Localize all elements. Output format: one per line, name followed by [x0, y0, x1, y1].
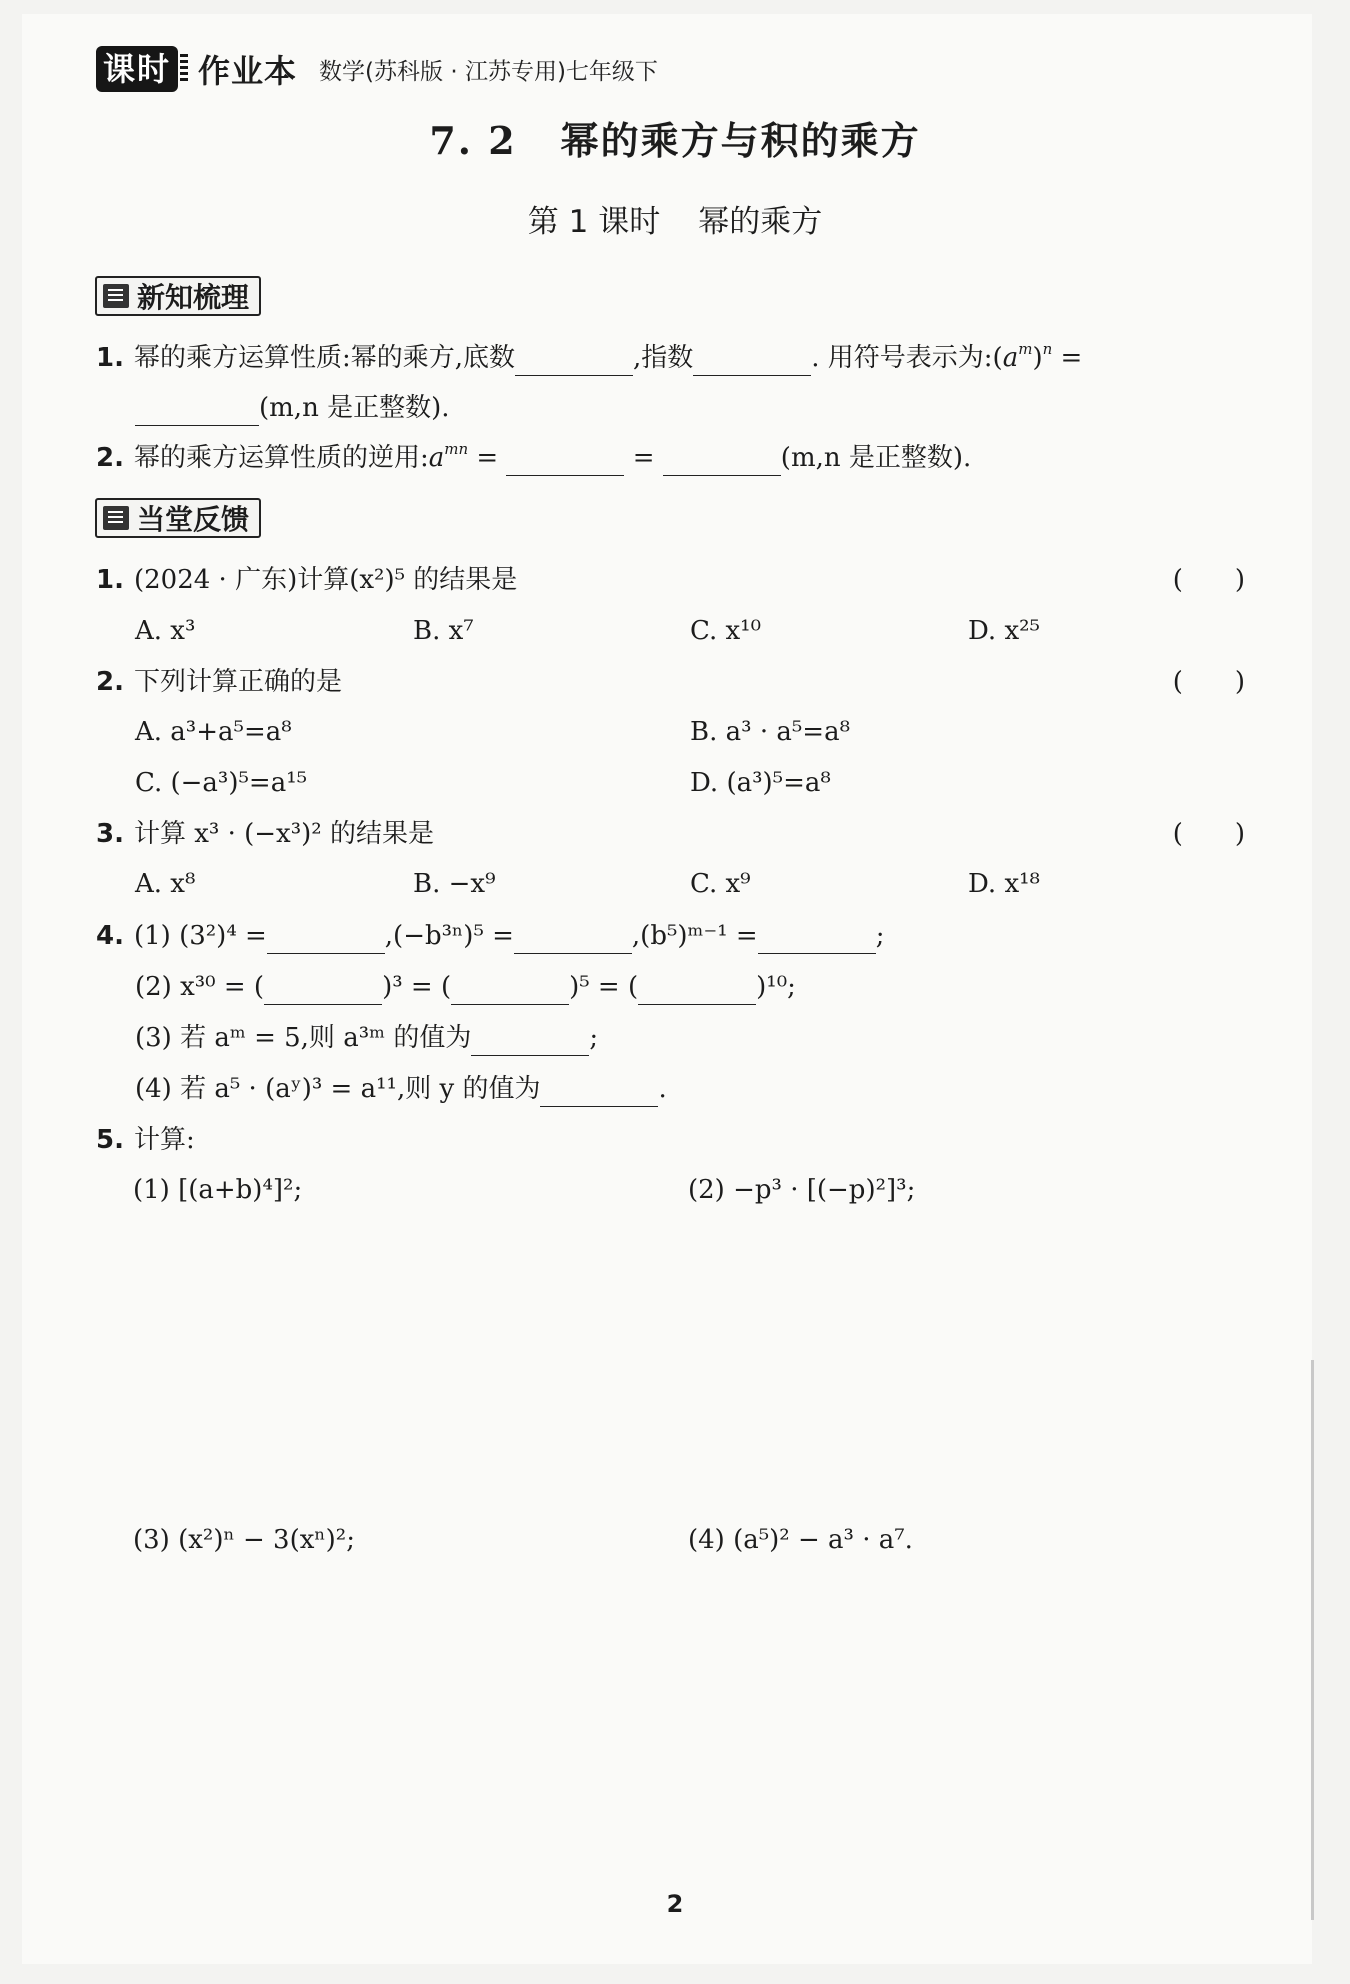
lesson-label: 第 1 课时 [527, 204, 661, 240]
feedback-label [95, 498, 261, 538]
book-info: 数学(苏科版 · 江苏专用)七年级下 [319, 58, 658, 85]
feedback-q5 [96, 1122, 195, 1158]
question-text: ,(b⁵)ᵐ⁻¹ = [631, 921, 758, 951]
pencil-icon [103, 506, 129, 530]
knowledge-q1-text: (m,n 是正整数). [259, 393, 450, 423]
answer-paren[interactable]: ( ) [1172, 565, 1245, 595]
feedback-label-text: 当堂反馈 [137, 503, 250, 536]
q5-part4: (4) (a⁵)² − a³ · a⁷. [688, 1525, 913, 1555]
answer-blank[interactable] [515, 347, 633, 376]
question-text: )³ = ( [382, 972, 452, 1002]
knowledge-q2: 2. 幂的乘方运算性质的逆用$:a^{mn}$ = = (m,n 是正整数). [96, 440, 971, 476]
answer-paren[interactable]: ( ) [1172, 819, 1245, 849]
question-number: 1. [96, 565, 124, 595]
answer-blank[interactable] [663, 447, 781, 476]
option-d[interactable]: D. x¹⁸ [968, 869, 1040, 899]
q5-part3: (3) (x²)ⁿ − 3(xⁿ)²; [133, 1525, 355, 1555]
question-text: (2024 · 广东)计算(x²)⁵ 的结果是 [133, 565, 518, 595]
knowledge-q2-text: (m,n 是正整数). [780, 443, 972, 473]
feedback-q2 [96, 664, 342, 700]
option-a[interactable]: A. x⁸ [135, 869, 196, 899]
question-number: 2. [96, 443, 124, 473]
lesson-title-text: 幂的乘方 [698, 204, 823, 240]
scan-edge-line [1311, 1360, 1314, 1920]
option-d[interactable]: D. x²⁵ [968, 616, 1040, 646]
lesson-title [0, 196, 1350, 241]
question-number: 5. [96, 1125, 124, 1155]
question-text: )⁵ = ( [569, 972, 639, 1002]
answer-blank[interactable] [471, 1027, 589, 1056]
answer-blank[interactable] [264, 976, 382, 1005]
question-number: 2. [96, 667, 124, 697]
feedback-q3 [96, 816, 434, 852]
option-c[interactable]: C. x¹⁰ [690, 616, 762, 646]
option-b[interactable]: B. −x⁹ [413, 869, 496, 899]
knowledge-q1-line2 [135, 390, 449, 426]
question-text: )¹⁰; [756, 972, 796, 1002]
option-b[interactable]: B. a³ · a⁵=a⁸ [690, 717, 850, 747]
answer-blank[interactable] [506, 447, 624, 476]
option-c[interactable]: C. (−a³)⁵=a¹⁵ [135, 768, 308, 798]
q5-part1: (1) [(a+b)⁴]²; [133, 1175, 303, 1205]
answer-blank[interactable] [135, 397, 259, 426]
question-text: 计算 x³ · (−x³)² 的结果是 [133, 819, 434, 849]
knowledge-q1-text: . 用符号表示为:( [811, 343, 1003, 373]
q5-part2: (2) −p³ · [(−p)²]³; [688, 1175, 916, 1205]
section-title-text: 幂的乘方与积的乘方 [560, 118, 921, 163]
new-knowledge-label-text: 新知梳理 [137, 281, 250, 314]
question-number: 4. [96, 921, 124, 951]
page-number: 2 [666, 1890, 684, 1918]
section-number: 7. 2 [429, 118, 517, 163]
book-icon [103, 284, 129, 308]
logo-text: 作业本 [198, 52, 298, 90]
feedback-q4-part2 [135, 969, 796, 1005]
answer-blank[interactable] [267, 925, 385, 954]
new-knowledge-label [95, 276, 261, 316]
feedback-q1 [96, 562, 517, 598]
question-text: 下列计算正确的是 [133, 667, 342, 697]
option-d[interactable]: D. (a³)⁵=a⁸ [690, 768, 831, 798]
feedback-q4-part1: 4. (1) (3²)⁴ = ,(−b³ⁿ)⁵ = ,(b⁵)ᵐ⁻¹ = ; [96, 918, 884, 954]
option-b[interactable]: B. x⁷ [413, 616, 474, 646]
knowledge-q1-text: 幂的乘方运算性质:幂的乘方,底数 [133, 343, 515, 373]
question-text: 计算: [133, 1125, 195, 1155]
knowledge-q2-text: 幂的乘方运算性质的逆用: [133, 443, 429, 473]
answer-blank[interactable] [693, 347, 811, 376]
question-number: 3. [96, 819, 124, 849]
brand-logo [96, 46, 297, 92]
answer-paren[interactable]: ( ) [1172, 667, 1245, 697]
answer-blank[interactable] [638, 976, 756, 1005]
question-text: (1) (3²)⁴ = [133, 921, 267, 951]
feedback-q4-part4: (4) 若 a⁵ · (aʸ)³ = a¹¹,则 y 的值为 . [135, 1071, 667, 1107]
question-text: ,(−b³ⁿ)⁵ = [384, 921, 514, 951]
option-a[interactable]: A. a³+a⁵=a⁸ [135, 717, 292, 747]
question-number: 1. [96, 343, 124, 373]
section-title [0, 110, 1350, 165]
feedback-q4-part3: (3) 若 aᵐ = 5,则 a³ᵐ 的值为 ; [135, 1020, 598, 1056]
option-c[interactable]: C. x⁹ [690, 869, 751, 899]
answer-blank[interactable] [451, 976, 569, 1005]
option-a[interactable]: A. x³ [135, 616, 196, 646]
answer-blank[interactable] [540, 1078, 658, 1107]
logo-box: 课时 [96, 46, 178, 92]
question-text: (3) 若 aᵐ = 5,则 a³ᵐ 的值为 [135, 1023, 472, 1053]
book-header [96, 44, 658, 94]
knowledge-q1-text: ,指数 [633, 343, 694, 373]
knowledge-q1-line1: 1. 幂的乘方运算性质:幂的乘方,底数 ,指数 . 用符号表示为$:(a^m)^n$ = [96, 340, 1082, 376]
question-text: (2) x³⁰ = ( [135, 972, 265, 1002]
question-text: (4) 若 a⁵ · (aʸ)³ = a¹¹,则 y 的值为 [135, 1074, 541, 1104]
answer-blank[interactable] [758, 925, 876, 954]
answer-blank[interactable] [514, 925, 632, 954]
logo-tag-stripes [180, 54, 188, 84]
